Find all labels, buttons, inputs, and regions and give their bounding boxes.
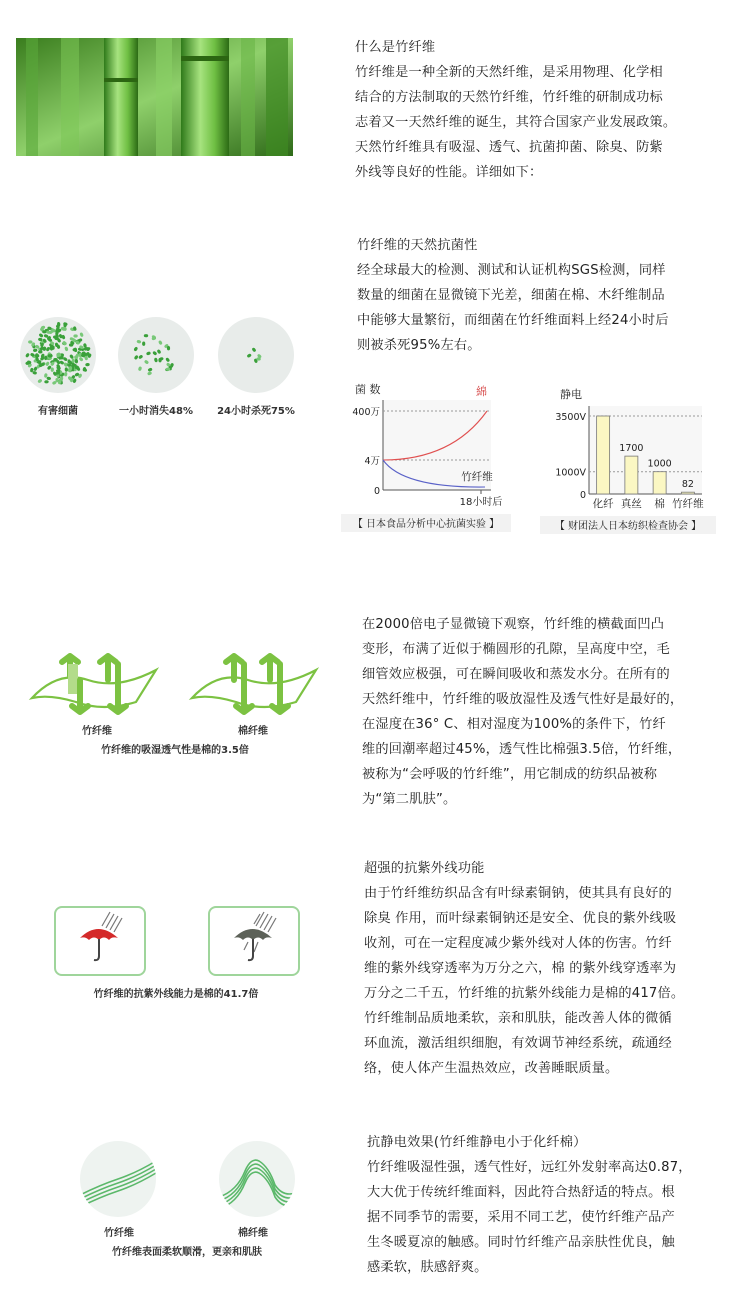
bar-category-label: 棉	[654, 498, 665, 510]
bacteria-dot	[69, 354, 74, 359]
bacteria-dot	[33, 348, 38, 352]
bacteria-dot	[142, 341, 145, 345]
bacteria-dot	[138, 366, 142, 371]
bacteria-dot	[65, 367, 68, 372]
bacteria-dense-icon	[20, 317, 96, 393]
bar-category-label: 竹纤维	[672, 498, 704, 510]
bar-value-label: 1000	[647, 458, 672, 470]
bacteria-circle-1	[20, 317, 96, 393]
bacteria-circle-3	[218, 317, 294, 393]
breathability-illustration	[28, 650, 328, 720]
bar-value-label: 82	[681, 479, 694, 491]
bacteria-dot	[75, 359, 79, 364]
section2-body: 经全球最大的检测、测试和认证机构SGS检测，同样 数量的细菌在显微镜下光差，细菌在棉、木纤维制品 中能够大量繁衍，而细菌在竹纤维面料上经24小时后 则被杀死95%左右。	[357, 263, 669, 353]
section5-body: 竹纤维吸湿性强，透气性好，远红外发射率高达0.87， 大大优于传统纤维面料，因此符合热舒适的特点。根 据不同季节的需要，采用不同工艺，使竹纤维产品产 生冬暖夏凉的触感。同时竹纤维产品亲肤性优良，触 感柔软，肤感舒爽。	[367, 1160, 692, 1275]
breath-label-left: 竹纤维	[82, 726, 112, 737]
bacteria-dot	[138, 354, 143, 359]
bar-0	[597, 416, 610, 494]
uv-caption: 竹纤维的抗紫外线能力是棉的41.7倍	[93, 989, 259, 1000]
bar-chart-svg	[540, 386, 716, 538]
circle-label-2: 一小时消失48%	[119, 406, 193, 417]
bacteria-dot	[44, 380, 49, 383]
breath-label-right: 棉纤维	[238, 726, 268, 737]
static-bar-chart	[540, 386, 716, 538]
bacteria-dot	[158, 340, 163, 345]
bar-chart-ytick: 0	[579, 490, 586, 501]
bar-chart-ylabel: 静电	[560, 388, 582, 401]
line-series-label-cotton: 綿	[476, 385, 487, 398]
wave-label-left: 竹纤维	[104, 1228, 134, 1239]
bar-value-label: 1700	[619, 443, 644, 455]
bar-chart-caption: 【 财团法人日本纺织检查协会 】	[554, 521, 702, 532]
umbrella-grey-icon	[210, 908, 298, 974]
bacteria-dot	[45, 361, 50, 366]
line-chart-ytick: 4万	[364, 456, 380, 467]
bacteria-dot	[144, 334, 148, 337]
bacteria-dot	[64, 372, 68, 377]
bar-chart-ytick: 3500V	[555, 412, 586, 423]
line-series-label-bamboo: 竹纤维	[461, 471, 493, 483]
breathability-svg	[28, 650, 328, 720]
bacteria-circle-2	[118, 317, 194, 393]
wave-circle-left	[80, 1141, 156, 1217]
bacteria-dot	[144, 360, 149, 365]
bacteria-dot	[28, 340, 33, 343]
line-chart-caption: 【 日本食品分析中心抗菌实验 】	[352, 519, 500, 530]
section4-body: 由于竹纤维纺织品含有叶绿素铜钠，使其具有良好的 除臭 作用，而叶绿素铜钠还是安全、优良的紫外线吸 收剂，可在一定程度减少紫外线对人体的伤害。竹纤 维的紫外线穿透率为万分之六，棉 的紫外线穿透率为 万分之二千五，竹纤维的抗紫外线能力是棉的417倍。 竹纤维制品质地柔软，亲和肌肤，能改善人体的微循 环血流，激活组织细胞，有效调节神经系统，疏通经 络，使人体产生温热效应，改善睡眠质量。	[364, 886, 685, 1076]
bamboo-illustration	[16, 38, 293, 156]
bacteria-dot	[157, 349, 162, 354]
section5-title: 抗静电效果(竹纤维静电小于化纤棉）	[367, 1135, 587, 1150]
line-chart-xtick: 18小时后	[459, 497, 503, 508]
bacteria-dot	[251, 347, 256, 352]
bacteria-dot	[46, 376, 51, 380]
uv-box-right	[208, 906, 300, 976]
bar-2	[653, 472, 666, 494]
bacteria-dot	[134, 355, 139, 360]
section1-title: 什么是竹纤维	[355, 40, 436, 55]
bacteria-dot	[146, 351, 151, 356]
bacteria-dot	[51, 367, 54, 372]
bacteria-dot	[85, 363, 90, 367]
section4-title: 超强的抗紫外线功能	[364, 861, 485, 876]
bacteria-medium-icon	[118, 317, 194, 393]
bacteria-dot	[147, 367, 152, 372]
line-chart-ylabel: 菌 数	[355, 383, 381, 396]
line-chart-ytick: 400万	[352, 407, 380, 418]
bacteria-dot	[78, 356, 83, 361]
umbrella-red-icon	[56, 908, 144, 974]
bacteria-dot	[79, 332, 84, 337]
bacteria-line-chart	[341, 378, 511, 538]
circle-label-3: 24小时杀死75%	[217, 406, 295, 417]
bacteria-dot	[152, 351, 157, 356]
bacteria-dot	[73, 334, 77, 337]
bacteria-dot	[38, 333, 43, 338]
bacteria-sparse-icon	[218, 317, 294, 393]
bacteria-dot	[133, 346, 138, 351]
section3-body: 在2000倍电子显微镜下观察，竹纤维的横截面凹凸 变形，布满了近似于椭圆形的孔隙，呈高度中空，毛 细管效应极强，可在瞬间吸收和蒸发水分。在所有的 天然纤维中，竹纤维的吸放湿性及透气性好是最好的， 在湿度在36° C、相对湿度为100%的条件下，竹纤 维的回潮率超过45%，透气性比棉强3.5倍，竹纤维， 被称为“会呼吸的竹纤维”，用它制成的纺织品被称 为“第二肌肤”。	[362, 617, 684, 807]
bacteria-dot	[64, 346, 68, 351]
smooth-wave-icon	[80, 1141, 156, 1217]
bacteria-dot	[25, 352, 30, 357]
bacteria-dot	[246, 353, 251, 358]
line-chart-ytick: 0	[373, 486, 380, 497]
breath-caption: 竹纤维的吸湿透气性是棉的3.5倍	[101, 745, 249, 756]
bar-category-label: 化纤	[592, 498, 614, 510]
bar-1	[625, 456, 638, 494]
section1-body: 竹纤维是一种全新的天然纤维，是采用物理、化学相 结合的方法制取的天然竹纤维，竹纤维的研制成功标 志着又一天然纤维的诞生，其符合国家产业发展政策。 天然竹纤维具有吸湿、透气、抗菌抑菌、除臭、防紫 外线等良好的性能。详细如下：	[355, 65, 677, 180]
bamboo-photo	[16, 38, 293, 156]
bacteria-dot	[37, 378, 42, 383]
rough-wave-icon	[219, 1141, 295, 1217]
wave-circle-right	[219, 1141, 295, 1217]
bacteria-dot	[154, 357, 158, 362]
wave-caption: 竹纤维表面柔软顺滑，更亲和肌肤	[112, 1247, 262, 1258]
bar-3	[681, 492, 694, 494]
bacteria-dot	[165, 357, 170, 362]
uv-box-left	[54, 906, 146, 976]
bacteria-dot	[147, 371, 152, 376]
bacteria-dot	[59, 360, 64, 365]
bacteria-dot	[136, 340, 141, 344]
bar-chart-ytick: 1000V	[555, 467, 586, 479]
section2-title: 竹纤维的天然抗菌性	[357, 238, 478, 253]
line-chart-svg	[341, 378, 511, 538]
bar-category-label: 真丝	[620, 498, 642, 510]
circle-label-1: 有害细菌	[38, 406, 78, 417]
wave-label-right: 棉纤维	[238, 1228, 268, 1239]
